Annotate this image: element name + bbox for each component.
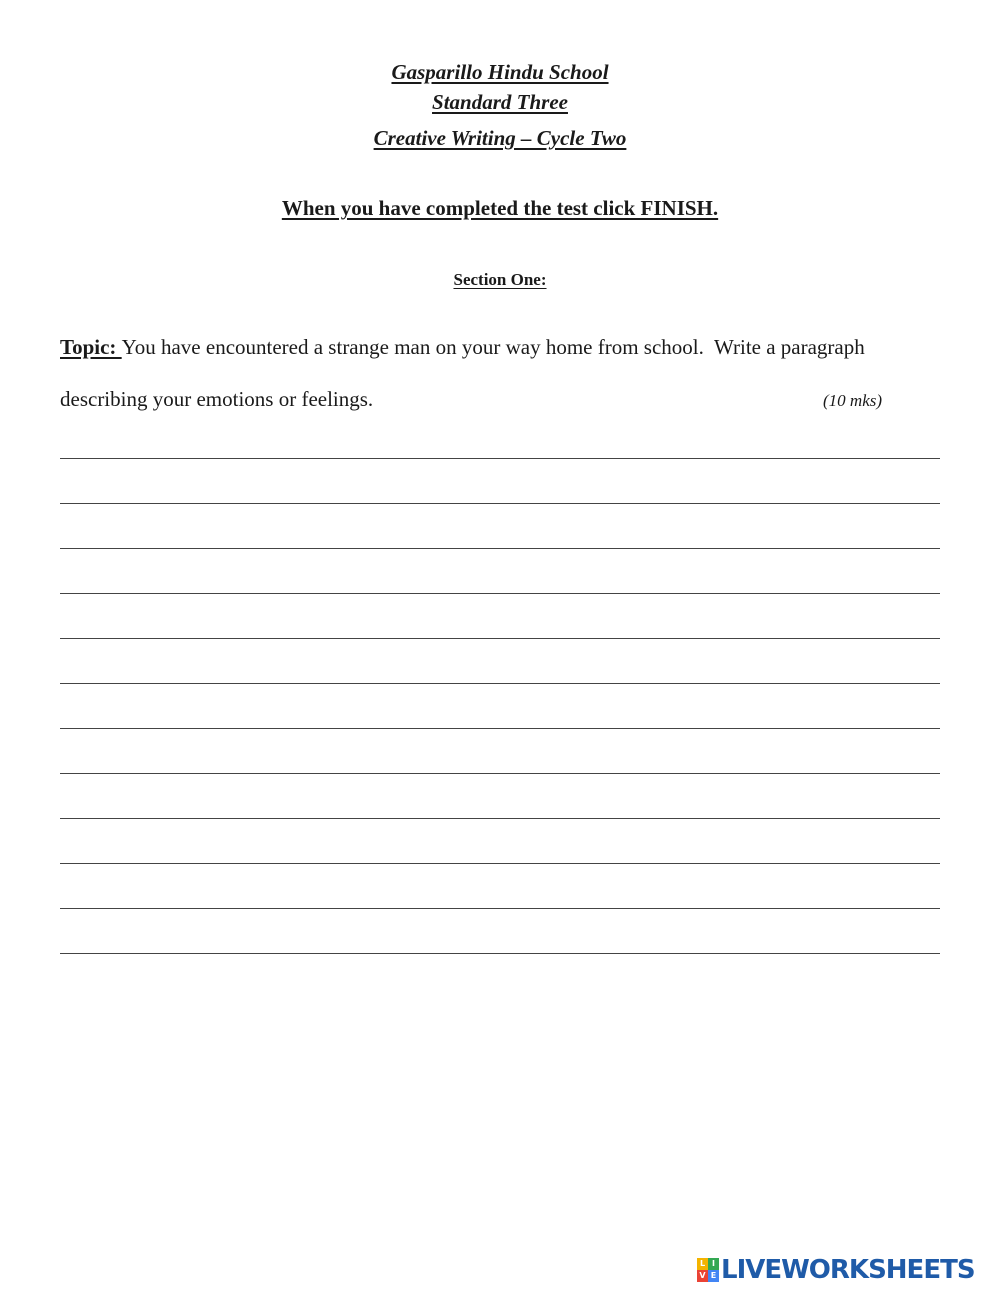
answer-line[interactable]	[60, 639, 940, 684]
answer-area[interactable]	[60, 414, 940, 954]
topic-text-1: You have encountered a strange man on your way home from school. Write a paragraph	[121, 335, 865, 359]
topic-label: Topic:	[60, 335, 122, 359]
answer-line[interactable]	[60, 864, 940, 909]
logo-mark-icon	[697, 1258, 719, 1282]
answer-line[interactable]	[60, 909, 940, 954]
answer-line[interactable]	[60, 594, 940, 639]
course-label: Creative Writing – Cycle Two	[373, 126, 627, 150]
answer-line[interactable]	[60, 684, 940, 729]
liveworksheets-logo	[697, 1256, 975, 1284]
topic-text-2: describing your emotions or feelings.	[60, 387, 374, 411]
logo-text: LIVEWORKSHEETS	[721, 1255, 975, 1285]
logo-tile: L	[697, 1258, 708, 1270]
answer-line[interactable]	[60, 504, 940, 549]
marks-label: (10 mks)	[823, 391, 883, 410]
school-name: Gasparillo Hindu School	[391, 60, 609, 84]
topic-line-1	[60, 335, 865, 360]
answer-line[interactable]	[60, 729, 940, 774]
topic-line-2	[60, 387, 373, 412]
answer-line[interactable]	[60, 774, 940, 819]
answer-line[interactable]	[60, 414, 940, 459]
instruction-text: When you have completed the test click FINISH.	[281, 196, 719, 220]
standard-label: Standard Three	[432, 90, 568, 114]
logo-tile: E	[708, 1270, 719, 1282]
section-heading: Section One:	[453, 270, 547, 289]
logo-tile: I	[708, 1258, 719, 1270]
answer-line[interactable]	[60, 459, 940, 504]
logo-tile: V	[697, 1270, 708, 1282]
answer-line[interactable]	[60, 819, 940, 864]
answer-line[interactable]	[60, 549, 940, 594]
